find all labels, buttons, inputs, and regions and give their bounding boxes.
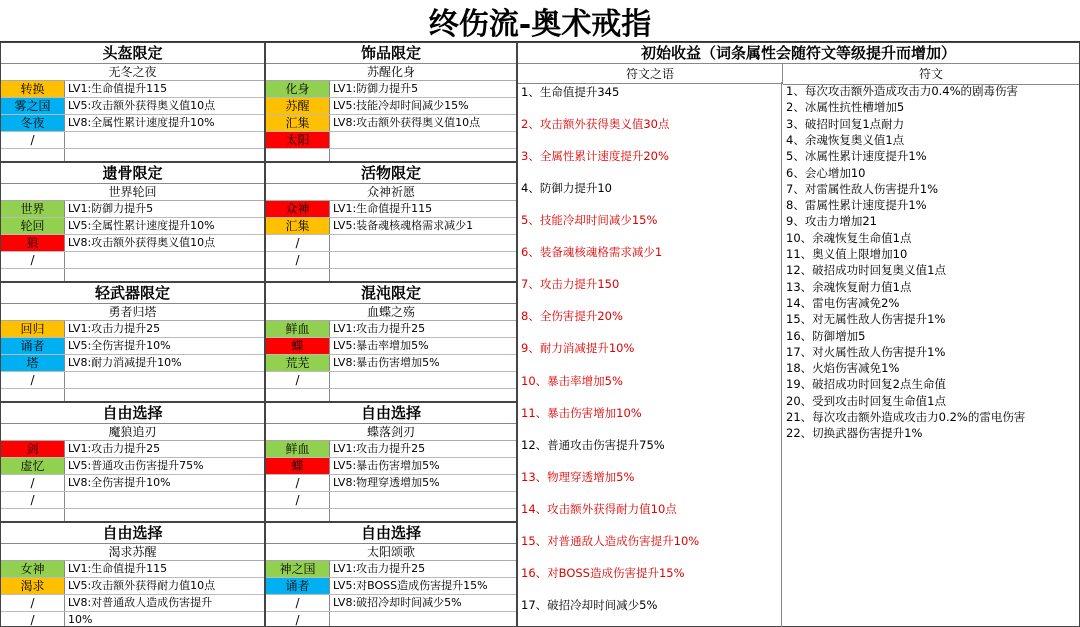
- rune-effect: [65, 372, 264, 388]
- panel-helmet: [0, 42, 265, 162]
- rune-row: [266, 475, 516, 492]
- rune-bonus: 7、对雷属性敌人伤害提升1%: [786, 181, 939, 196]
- rune-row: [266, 389, 516, 402]
- rune-effect: LV1:攻击力提升25: [68, 322, 161, 335]
- rune-label: /: [1, 475, 65, 491]
- rune-row: [1, 612, 264, 627]
- rune-bonus: 14、雷电伤害减免2%: [786, 295, 900, 310]
- rune-effect: LV5:暴击率增加5%: [333, 339, 429, 352]
- rune-label: 蝶: [266, 338, 330, 354]
- rune-bonus: 17、对火属性敌人伤害提升1%: [786, 344, 946, 359]
- rune-bonus: 18、火焰伤害减免1%: [786, 361, 900, 376]
- rune-row: [266, 218, 516, 235]
- rune-label: 众神: [266, 201, 330, 217]
- rune-word-column-title: 符文之语: [518, 64, 783, 84]
- rune-label: /: [266, 372, 330, 388]
- rune-label: 世界: [1, 201, 65, 217]
- panel-title: 遗骨限定: [1, 163, 264, 184]
- rune-column-title: 符文: [783, 64, 1079, 85]
- panel-free-1: [0, 402, 265, 522]
- rune-effect: [330, 389, 516, 402]
- rune-effect: LV1:防御力提升5: [333, 82, 419, 95]
- panel-title: 活物限定: [266, 163, 516, 184]
- rune-effect: [330, 509, 516, 522]
- rune-row: [266, 252, 516, 269]
- rune-effect: LV1:生命值提升115: [333, 202, 433, 215]
- rune-effect: [65, 252, 264, 268]
- rune-word-bonus: 17、破招冷却时间减少5%: [521, 597, 658, 612]
- panel-title: 自由选择: [266, 403, 516, 424]
- rune-effect: LV5:装备魂核魂格需求减少1: [333, 219, 474, 232]
- rune-bonus: 1、每次攻击额外造成攻击力0.4%的剧毒伤害: [786, 84, 1019, 98]
- rune-row: [266, 441, 516, 458]
- rune-row: [266, 235, 516, 252]
- panel-title: 轻武器限定: [1, 283, 264, 304]
- rune-row: [266, 372, 516, 389]
- rune-effect: LV8:攻击额外获得奥义值10点: [333, 116, 481, 129]
- rune-row: [1, 252, 264, 269]
- rune-row: [1, 578, 264, 595]
- rune-list: [782, 82, 1080, 627]
- rune-label: [266, 389, 330, 402]
- panel-free-2: [265, 402, 517, 522]
- rune-label: 转换: [1, 81, 65, 97]
- rune-effect: LV5:攻击额外获得耐力值10点: [68, 579, 216, 592]
- rune-word-bonus: 10、暴击率增加5%: [521, 373, 623, 388]
- rune-effect: [330, 235, 516, 251]
- rune-label: 塔: [1, 355, 65, 371]
- rune-effect: LV1:攻击力提升25: [333, 562, 426, 575]
- rune-label: 回归: [1, 321, 65, 337]
- rune-label: [1, 269, 65, 282]
- rune-row: [266, 492, 516, 509]
- rune-effect: LV5:攻击额外获得奥义值10点: [68, 99, 216, 112]
- rune-effect: [330, 269, 516, 282]
- rune-row: [1, 269, 264, 282]
- rune-effect: LV8:耐力消减提升10%: [68, 356, 182, 369]
- rune-bonus: 8、雷属性累计速度提升1%: [786, 198, 927, 213]
- bonus-header: 初始收益（词条属性会随符文等级提升而增加）: [518, 43, 1079, 64]
- rune-label: [1, 389, 65, 402]
- rune-label: 雾之国: [1, 98, 65, 114]
- rune-row: [1, 475, 264, 492]
- rune-label: 汇集: [266, 218, 330, 234]
- rune-label: /: [266, 475, 330, 491]
- rune-label: [266, 269, 330, 282]
- rune-row: [266, 132, 516, 149]
- rune-effect: LV8:对普通敌人造成伤害提升: [68, 596, 213, 609]
- rune-bonus: 9、攻击力增加21: [786, 214, 877, 229]
- rune-row: [1, 561, 264, 578]
- rune-bonus: 3、破招时回复1点耐力: [786, 116, 905, 131]
- rune-row: [1, 458, 264, 475]
- rune-label: [266, 149, 330, 162]
- rune-row: [266, 201, 516, 218]
- rune-label: 女神: [1, 561, 65, 577]
- rune-row: [1, 132, 264, 149]
- rune-label: 轮回: [1, 218, 65, 234]
- rune-effect: 10%: [68, 613, 93, 626]
- rune-row: [1, 389, 264, 402]
- rune-word-bonus: 3、全属性累计速度提升20%: [521, 149, 669, 164]
- rune-row: [1, 115, 264, 132]
- panel-accessory: [265, 42, 517, 162]
- rune-row: [266, 115, 516, 132]
- rune-effect: LV1:攻击力提升25: [333, 442, 426, 455]
- rune-effect: LV8:暴击伤害增加5%: [333, 356, 440, 369]
- set-name: 魔狼追刃: [1, 424, 264, 441]
- rune-row: [266, 149, 516, 162]
- rune-bonus: 2、冰属性抗性槽增加5: [786, 100, 905, 115]
- rune-bonus: 4、余魂恢复奥义值1点: [786, 132, 905, 147]
- rune-label: /: [1, 595, 65, 611]
- rune-bonus: 5、冰属性累计速度提升1%: [786, 149, 927, 164]
- rune-bonus: 15、对无属性敌人伤害提升1%: [786, 312, 946, 327]
- rune-effect: LV1:生命值提升115: [68, 562, 168, 575]
- rune-row: [1, 372, 264, 389]
- rune-bonus: 10、余魂恢复生命值1点: [786, 230, 912, 245]
- set-name: 勇者归塔: [1, 304, 264, 321]
- rune-effect: [65, 492, 264, 508]
- rune-bonus: 6、会心增加10: [786, 165, 866, 180]
- rune-row: [266, 98, 516, 115]
- rune-row: [1, 441, 264, 458]
- rune-word-bonus: 8、全伤害提升20%: [521, 309, 623, 324]
- rune-row: [266, 612, 516, 627]
- rune-effect: [330, 492, 516, 508]
- rune-word-bonus: 9、耐力消减提升10%: [521, 341, 635, 356]
- rune-label: 蝶: [266, 458, 330, 474]
- rune-label: [1, 149, 65, 162]
- rune-label: 诵者: [266, 578, 330, 594]
- rune-effect: [65, 509, 264, 522]
- rune-label: 渴求: [1, 578, 65, 594]
- rune-row: [1, 509, 264, 522]
- rune-effect: LV8:攻击额外获得奥义值10点: [68, 236, 216, 249]
- rune-label: /: [266, 595, 330, 611]
- rune-word-bonus: 1、生命值提升345: [521, 85, 620, 99]
- rune-row: [1, 149, 264, 162]
- rune-row: [1, 98, 264, 115]
- rune-label: /: [266, 612, 330, 627]
- rune-label: 化身: [266, 81, 330, 97]
- rune-word-bonus: 16、对BOSS造成伤害提升15%: [521, 565, 685, 580]
- rune-row: [1, 355, 264, 372]
- panel-title: 自由选择: [266, 523, 516, 544]
- rune-effect: LV1:防御力提升5: [68, 202, 154, 215]
- rune-label: 苏醒: [266, 98, 330, 114]
- rune-effect: [330, 252, 516, 268]
- page-title: 终伤流-奥术戒指: [0, 0, 1080, 42]
- rune-row: [266, 595, 516, 612]
- panel-light-weapon: [0, 282, 265, 402]
- rune-effect: LV5:全伤害提升10%: [68, 339, 171, 352]
- rune-label: 汇集: [266, 115, 330, 131]
- panel-free-4: [265, 522, 517, 627]
- rune-label: [266, 509, 330, 522]
- rune-row: [1, 218, 264, 235]
- rune-label: /: [1, 252, 65, 268]
- set-name: 世界轮回: [1, 184, 264, 201]
- panel-free-3: [0, 522, 265, 627]
- rune-row: [1, 595, 264, 612]
- rune-effect: [330, 612, 516, 627]
- rune-label: /: [266, 252, 330, 268]
- rune-bonus: 12、破招成功时回复奥义值1点: [786, 263, 946, 278]
- rune-label: 诵者: [1, 338, 65, 354]
- rune-label: 虚忆: [1, 458, 65, 474]
- set-name: 渴求苏醒: [1, 544, 264, 561]
- rune-label: 剑: [1, 441, 65, 457]
- rune-bonus: 19、破招成功时回复2点生命值: [786, 377, 946, 392]
- rune-effect: LV5:全属性累计速度提升10%: [68, 219, 215, 232]
- rune-label: 鲜血: [266, 321, 330, 337]
- rune-bonus: 13、余魂恢复耐力值1点: [786, 279, 912, 294]
- rune-word-bonus: 7、攻击力提升150: [521, 277, 620, 292]
- panel-title: 饰品限定: [266, 43, 516, 64]
- rune-effect: [330, 372, 516, 388]
- rune-label: 狼: [1, 235, 65, 251]
- rune-label: 鲜血: [266, 441, 330, 457]
- rune-row: [1, 201, 264, 218]
- panel-title: 混沌限定: [266, 283, 516, 304]
- rune-row: [1, 321, 264, 338]
- panel-title: 头盔限定: [1, 43, 264, 64]
- rune-row: [266, 321, 516, 338]
- panel-title: 自由选择: [1, 523, 264, 544]
- rune-word-bonus: 5、技能冷却时间减少15%: [521, 213, 658, 228]
- rune-effect: LV8:全属性累计速度提升10%: [68, 116, 215, 129]
- set-name: 血蝶之殇: [266, 304, 516, 321]
- rune-bonus: 16、防御增加5: [786, 328, 866, 343]
- rune-row: [266, 458, 516, 475]
- rune-effect: [330, 132, 516, 148]
- rune-bonus: 21、每次攻击额外造成攻击力0.2%的雷电伤害: [786, 410, 1026, 424]
- rune-word-bonus: 14、攻击额外获得耐力值10点: [521, 501, 677, 516]
- rune-label: /: [1, 492, 65, 508]
- rune-bonus: 22、切换武器伤害提升1%: [786, 426, 923, 441]
- set-name: 太阳颂歌: [266, 544, 516, 561]
- rune-row: [266, 355, 516, 372]
- rune-label: 太阳: [266, 132, 330, 148]
- panel-chaos: [265, 282, 517, 402]
- rune-label: /: [266, 235, 330, 251]
- panel-living: [265, 162, 517, 282]
- rune-effect: LV5:技能冷却时间减少15%: [333, 99, 469, 112]
- rune-effect: LV1:攻击力提升25: [333, 322, 426, 335]
- rune-row: [266, 561, 516, 578]
- rune-effect: [65, 132, 264, 148]
- rune-effect: LV1:生命值提升115: [68, 82, 168, 95]
- rune-label: 神之国: [266, 561, 330, 577]
- rune-label: /: [266, 492, 330, 508]
- rune-row: [1, 235, 264, 252]
- rune-row: [1, 338, 264, 355]
- rune-bonus: 20、受到攻击时回复生命值1点: [786, 393, 946, 408]
- rune-effect: [65, 269, 264, 282]
- rune-label: /: [1, 612, 65, 627]
- panel-title: 自由选择: [1, 403, 264, 424]
- rune-word-bonus: 4、防御力提升10: [521, 181, 612, 196]
- rune-word-bonus: 12、普通攻击伤害提升75%: [521, 437, 665, 452]
- rune-row: [266, 509, 516, 522]
- rune-word-bonus: 13、物理穿透增加5%: [521, 469, 635, 484]
- rune-effect: LV5:对BOSS造成伤害提升15%: [333, 579, 488, 592]
- rune-effect: LV8:破招冷却时间减少5%: [333, 596, 462, 609]
- panel-bone: [0, 162, 265, 282]
- rune-label: 荒芜: [266, 355, 330, 371]
- rune-label: 冬夜: [1, 115, 65, 131]
- rune-word-bonus: 6、装备魂核魂格需求减少1: [521, 245, 663, 260]
- rune-effect: LV8:全伤害提升10%: [68, 476, 171, 489]
- rune-label: /: [1, 132, 65, 148]
- set-name: 苏醒化身: [266, 64, 516, 81]
- rune-effect: [65, 149, 264, 162]
- rune-row: [1, 81, 264, 98]
- rune-row: [266, 81, 516, 98]
- set-name: 众神祈愿: [266, 184, 516, 201]
- rune-effect: [65, 389, 264, 402]
- rune-effect: LV5:普通攻击伤害提升75%: [68, 459, 204, 472]
- rune-effect: LV5:暴击伤害增加5%: [333, 459, 440, 472]
- rune-row: [266, 578, 516, 595]
- rune-bonus: 11、奥义值上限增加10: [786, 247, 908, 261]
- rune-effect: LV8:物理穿透增加5%: [333, 476, 440, 489]
- rune-label: /: [1, 372, 65, 388]
- set-name: 蝶落剑刃: [266, 424, 516, 441]
- rune-effect: LV1:攻击力提升25: [68, 442, 161, 455]
- rune-word-bonus: 2、攻击额外获得奥义值30点: [521, 117, 670, 132]
- rune-row: [266, 338, 516, 355]
- rune-row: [266, 269, 516, 282]
- rune-word-bonus: 15、对普通敌人造成伤害提升10%: [521, 533, 700, 548]
- set-name: 无冬之夜: [1, 64, 264, 81]
- rune-label: [1, 509, 65, 522]
- rune-row: [1, 492, 264, 509]
- rune-effect: [330, 149, 516, 162]
- rune-word-list: [517, 82, 782, 627]
- rune-word-bonus: 11、暴击伤害增加10%: [521, 405, 642, 420]
